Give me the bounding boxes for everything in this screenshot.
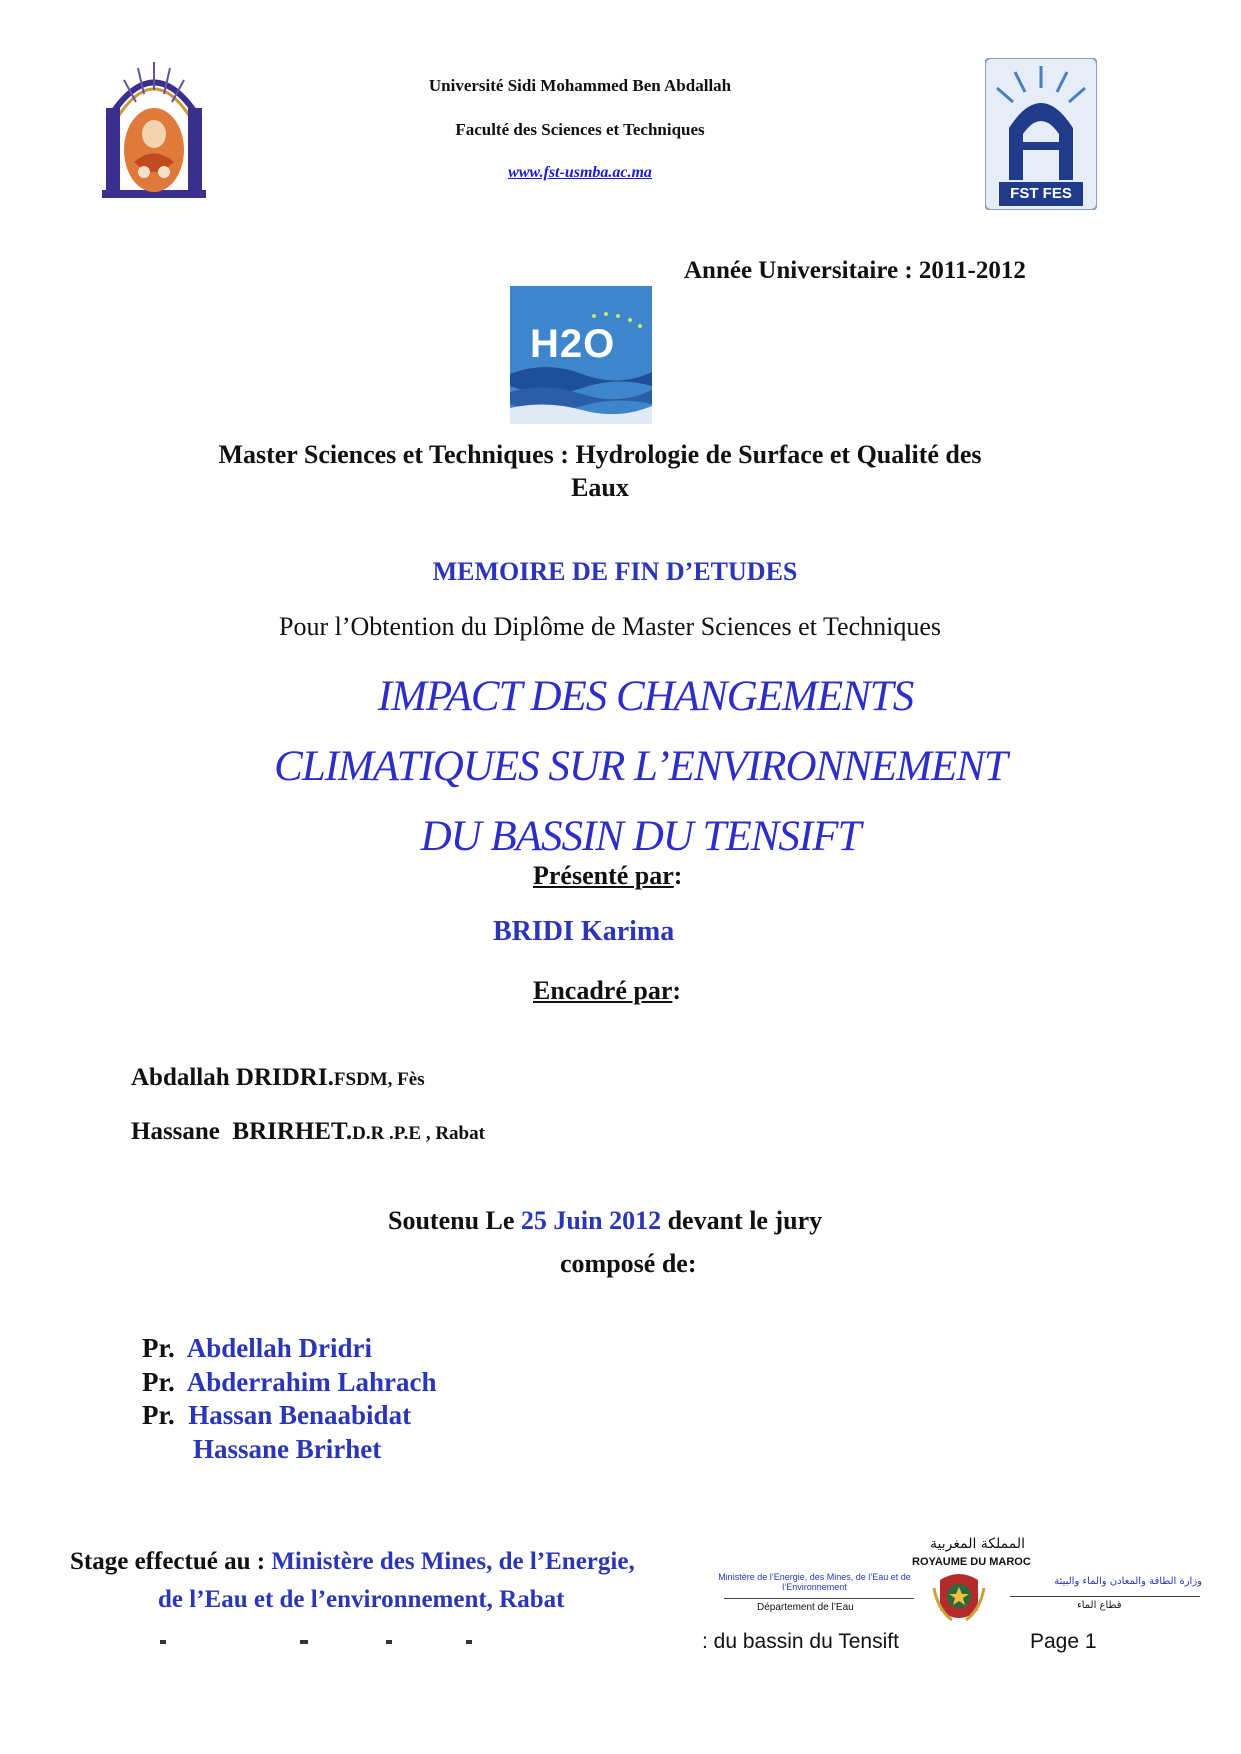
jury-title: Pr. xyxy=(142,1367,175,1397)
fst-fes-logo xyxy=(985,58,1097,210)
university-crest-logo xyxy=(98,50,210,202)
jury-composed-label: composé de: xyxy=(560,1249,697,1278)
ministry-separator-line-right xyxy=(1010,1596,1200,1597)
supervised-by-colon: : xyxy=(672,976,682,1005)
ministry-logo xyxy=(712,1536,1202,1626)
h2o-master-logo xyxy=(510,286,652,424)
supervised-by-label xyxy=(533,976,681,1006)
jury-member xyxy=(193,1434,381,1465)
jury-name: Abderrahim Lahrach xyxy=(186,1367,437,1397)
website-link[interactable]: www.fst-usmba.ac.ma xyxy=(508,164,652,181)
ministry-arabic-top: المملكة المغربية xyxy=(930,1536,1026,1552)
internship-colon: : xyxy=(250,1548,272,1575)
ministry-department: Département de l’Eau xyxy=(757,1602,854,1613)
author-name: BRIDI Karima xyxy=(493,916,675,947)
footer-title-fragment: : du bassin du Tensift xyxy=(702,1630,899,1653)
supervisor-affiliation: D.R .P.E , Rabat xyxy=(352,1123,485,1144)
supervisor-name: Hassane BRIRHET. xyxy=(131,1118,353,1145)
internship-line1 xyxy=(70,1548,635,1576)
supervisor-name: Abdallah DRIDRI. xyxy=(131,1064,334,1091)
ministry-separator-line-left xyxy=(724,1598,914,1599)
memoire-heading: MEMOIRE DE FIN D’ETUDES xyxy=(432,557,798,586)
academic-year: Année Universitaire : 2011-2012 xyxy=(684,257,1026,284)
jury-title: Pr. xyxy=(142,1400,175,1430)
presented-by-text: Présenté par xyxy=(533,861,674,890)
supervisor-affiliation: FSDM, Fès xyxy=(333,1069,425,1090)
defense-line xyxy=(388,1206,822,1236)
jury-member xyxy=(142,1367,437,1398)
supervisor-line xyxy=(131,1118,485,1146)
jury-name: Hassane Brirhet xyxy=(193,1434,382,1464)
supervised-by-text: Encadré par xyxy=(533,976,673,1005)
ministry-french-name: Ministère de l’Energie, des Mines, de l’Eau et de l’Environnement xyxy=(718,1572,911,1592)
jury-name: Hassan Benaabidat xyxy=(188,1400,412,1430)
jury-title: Pr. xyxy=(142,1333,175,1363)
internship-line2: de l’Eau et de l’environnement, Rabat xyxy=(158,1586,565,1613)
supervisor-line xyxy=(131,1064,425,1092)
ministry-kingdom: ROYAUME DU MAROC xyxy=(912,1556,1031,1568)
presented-by-colon: : xyxy=(673,861,683,890)
thesis-title-line3: DU BASSIN DU TENSIFT xyxy=(420,813,861,860)
faculty-name: Faculté des Sciences et Techniques xyxy=(455,120,705,139)
jury-member xyxy=(142,1333,372,1364)
defense-prefix: Soutenu Le xyxy=(388,1206,515,1235)
jury-member xyxy=(142,1400,411,1431)
presented-by-label xyxy=(533,861,682,891)
master-program-line1: Master Sciences et Techniques : Hydrologie de Surface et Qualité des xyxy=(218,440,982,469)
internship-place: Ministère des Mines, de l’Energie, xyxy=(271,1548,635,1575)
defense-suffix: devant le jury xyxy=(661,1206,823,1235)
defense-date: 25 Juin 2012 xyxy=(520,1206,662,1235)
internship-label: Stage effectué au xyxy=(70,1548,251,1575)
fst-fes-logo-text: FST FES xyxy=(1010,185,1072,202)
ministry-arabic-name: وزارة الطاقة والمعادن والماء والبيئة xyxy=(1054,1576,1202,1587)
thesis-title-line2: CLIMATIQUES SUR L’ENVIRONNEMENT xyxy=(274,743,1007,790)
ministry-sector: قطاع الماء xyxy=(1077,1600,1122,1611)
footer-page-number: Page 1 xyxy=(1030,1630,1097,1653)
diploma-purpose: Pour l’Obtention du Diplôme de Master Sciences et Techniques xyxy=(279,612,941,641)
h2o-logo-text: H2O xyxy=(530,322,616,366)
website-link-wrapper xyxy=(330,164,830,182)
thesis-title-line1: IMPACT DES CHANGEMENTS xyxy=(377,673,914,720)
footer-obscured-text xyxy=(160,1626,490,1648)
morocco-coat-of-arms-icon xyxy=(932,1570,986,1631)
jury-name: Abdellah Dridri xyxy=(186,1333,373,1363)
university-name: Université Sidi Mohammed Ben Abdallah xyxy=(428,76,732,95)
master-program-line2: Eaux xyxy=(571,473,629,502)
